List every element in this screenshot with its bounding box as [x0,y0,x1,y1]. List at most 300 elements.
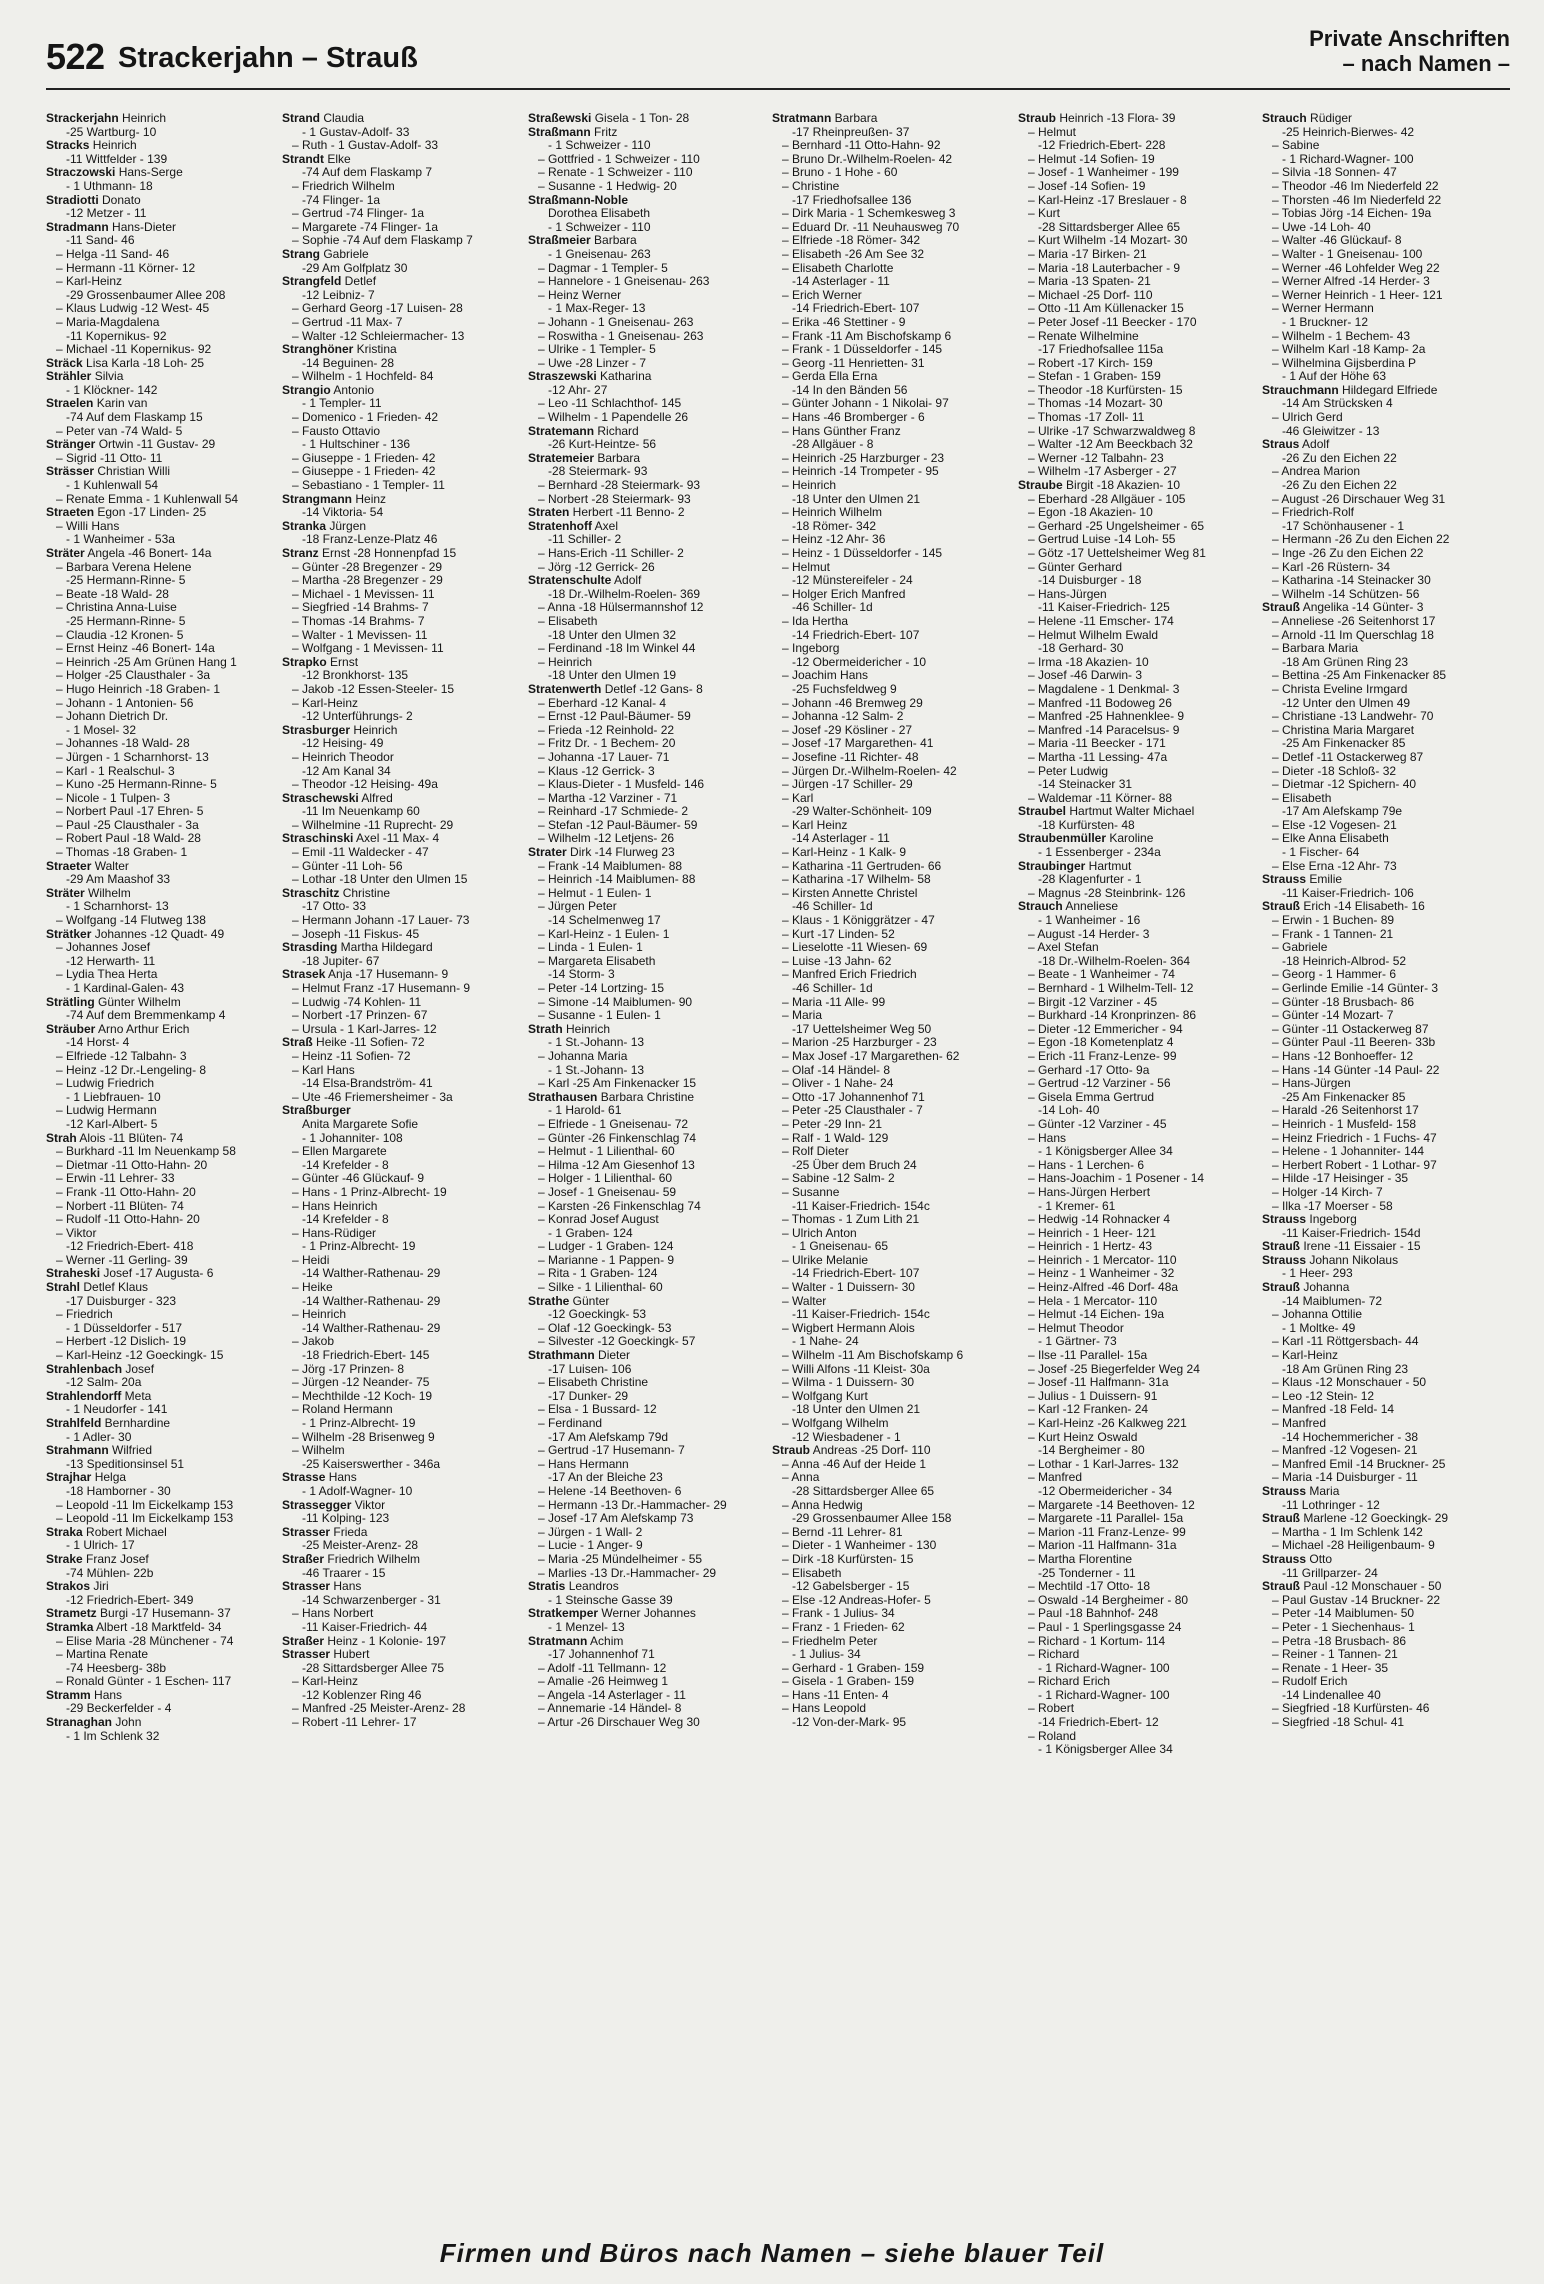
person-entry: – Walter -12 Am Beeckbach 32 [1028,437,1193,452]
person-entry: – Anna -46 Auf der Heide 1 [782,1456,927,1471]
person-entry: – Karl-Heinz -17 Breslauer - 8 [1028,192,1187,207]
surname: Strand [282,112,321,125]
surname: Stranaghan [46,1715,113,1730]
person-entry: – Roswitha - 1 Gneisenau- 263 [538,328,704,343]
person-entry: – Julius - 1 Duissern- 91 [1028,1388,1158,1403]
surname-entry [282,832,514,846]
person-entry: – Ulrike - 1 Templer- 5 [538,342,656,357]
address-line: -14 Asterlager - 11 [792,274,890,289]
person-entry: – Gerda Ella Erna [782,369,878,384]
address-line: -18 Unter den Ulmen 21 [792,491,921,506]
person-entry: – Leopold -11 Im Eickelkamp 153 [56,1511,234,1526]
entry-details: Herbert -11 Benno- 2 [569,505,685,520]
person-entry: – Holger -14 Kirch- 7 [1272,1184,1383,1199]
surname-entry [46,1716,278,1730]
person-entry: – Hans Norbert [292,1606,374,1621]
person-entry: – Wilhelm Karl -18 Kamp- 2a [1272,342,1426,357]
entry-details: Jiri [90,1579,109,1594]
person-entry: – Walter - 1 Gneisenau- 100 [1272,246,1423,261]
surname: Strajhar [46,1470,92,1485]
person-entry: – Jürgen Peter [538,899,617,914]
surname-entry [528,126,760,140]
surname-entry [46,166,278,180]
entry-details: Meta [121,1388,152,1403]
person-entry: – Hans - 1 Prinz-Albrecht- 19 [292,1184,447,1199]
header-range: Strackerjahn – Strauß [118,42,418,74]
surname: Strang [282,246,321,261]
person-entry: – Konrad Josef August [538,1212,659,1227]
surname: Strangio [282,382,331,397]
entry-details: Egon -17 Linden- 25 [94,505,207,520]
entry-details: Emilie [1306,872,1343,887]
person-entry: – Thomas -17 Zoll- 11 [1028,410,1145,425]
surname: Strahlfeld [46,1416,102,1430]
person-entry: – Josef -17 Am Alefskamp 73 [538,1511,694,1526]
entry-details: Helga [91,1470,127,1485]
person-entry: – Johanna -12 Salm- 2 [782,709,904,724]
address-line: -14 Bergheimer - 80 [1038,1443,1145,1458]
person-entry: – Frieda -12 Reinhold- 22 [538,722,675,737]
person-entry: – Günter -46 Glückauf- 9 [292,1171,425,1186]
address-line: - 1 St.-Johann- 13 [548,1035,645,1050]
address-line: -28 Sittardsberger Allee 75 [302,1660,445,1675]
surname: Sträter [46,546,85,560]
person-entry: – Maria -11 Beecker - 171 [1028,736,1166,751]
person-entry: – Renate Wilhelmine [1028,328,1139,343]
entry-details: Heinz [352,491,387,506]
person-entry: – Uwe -28 Linzer - 7 [538,355,647,370]
address-line: - 1 Ulrich- 17 [66,1538,135,1553]
directory-column [1262,112,1494,2222]
person-entry: – Ferdinand -18 Im Winkel 44 [538,641,696,656]
surname-entry [528,452,760,466]
person-entry: – Artur -26 Dirschauer Weg 30 [538,1715,700,1730]
surname-entry [1018,900,1250,914]
address-line: -11 Kaiser-Friedrich- 154d [1282,1225,1421,1240]
surname-entry [282,520,514,534]
person-entry: – Wilhelm - 1 Hochfeld- 84 [292,369,434,384]
surname-entry [282,1526,514,1540]
entry-details: Albert -18 Marktfeld- 34 [93,1619,222,1634]
address-line: -11 Kopernikus- 92 [66,328,167,343]
person-entry: – Karl -25 Am Finkenacker 15 [538,1076,697,1091]
surname: Straßmann-Noble [528,192,629,207]
address-line: - 1 Im Schlenk 32 [66,1728,160,1743]
address-line: -29 Walter-Schönheit- 109 [792,804,932,819]
surname-entry [282,275,514,289]
person-entry: – Heinrich [292,1307,347,1322]
entry-details: Gabriele [320,246,369,261]
entry-details: Axel -11 Max- 4 [353,831,440,846]
surname-entry [282,248,514,262]
surname: Strah [46,1130,77,1145]
person-entry: – Dietmar -11 Otto-Hahn- 20 [56,1157,208,1172]
person-entry: – Ralf - 1 Wald- 129 [782,1130,889,1145]
person-entry: – Wilhelm - 1 Bechem- 43 [1272,328,1411,343]
address-line: -18 Unter den Ulmen 32 [548,627,677,642]
directory-column [1018,112,1250,2222]
person-entry: – Maria -11 Alle- 99 [782,994,886,1009]
address-line: -11 Kaiser-Friedrich- 44 [302,1619,428,1634]
entry-details: Angelika -14 Günter- 3 [1300,600,1424,615]
address-line: -17 Johannenhof 71 [548,1647,655,1662]
person-entry: – Norbert Paul -17 Ehren- 5 [56,804,204,819]
address-line: -12 Herwarth- 11 [66,953,156,968]
surname-entry [282,968,514,982]
address-line: - 1 Neudorfer - 141 [66,1402,168,1417]
person-entry: – Renate - 1 Schweizer - 110 [538,165,693,180]
entry-details: Marlene -12 Goeckingk- 29 [1300,1511,1449,1526]
person-entry: – Wilhelm -14 Schützen- 56 [1272,586,1420,601]
surname: Straus [1262,437,1300,452]
person-entry: – Herbert Robert - 1 Lothar- 97 [1272,1157,1437,1172]
address-line: -25 Wartburg- 10 [66,124,157,139]
person-entry: – Erich -11 Franz-Lenze- 99 [1028,1048,1177,1063]
person-entry: – Erich Werner [782,287,862,302]
address-line: - 1 Gärtner- 73 [1038,1334,1117,1349]
person-entry: – Bruno Dr.-Wilhelm-Roelen- 42 [782,151,953,166]
address-line: -25 Hermann-Rinne- 5 [66,613,186,628]
person-entry: – Georg - 1 Hammer- 6 [1272,967,1397,982]
address-line: - 1 Prinz-Albrecht- 19 [302,1239,416,1254]
person-entry: – Ilse -11 Parallel- 15a [1028,1348,1148,1363]
address-line: -14 Walther-Rathenau- 29 [302,1320,441,1335]
person-entry: – Walter -12 Schleiermacher- 13 [292,328,465,343]
entry-details: Birgit -18 Akazien- 10 [1062,478,1181,493]
surname: Stratmann [528,1633,588,1648]
person-entry: – Jürgen - 1 Scharnhorst- 13 [56,749,209,764]
person-entry: – Josef -46 Darwin- 3 [1028,668,1143,683]
surname: Straubenmüller [1018,831,1107,846]
person-entry: – Elisabeth Charlotte [782,260,894,275]
entry-details: Ingeborg [1306,1212,1357,1227]
person-entry: – Olaf -14 Händel- 8 [782,1062,891,1077]
entry-details: Leandros [565,1579,619,1594]
surname-entry [46,1526,278,1540]
address-line: - 1 Gustav-Adolf- 33 [302,124,410,139]
person-entry: – Dieter - 1 Wanheimer - 130 [782,1538,937,1553]
directory-column [528,112,760,2222]
person-entry: – Manfred [1028,1470,1083,1485]
person-entry: – Waldemar -11 Körner- 88 [1028,790,1173,805]
person-entry: – Elisabeth [538,613,598,628]
person-entry: – Richard - 1 Kortum- 114 [1028,1633,1166,1648]
person-entry: – Leo -12 Stein- 12 [1272,1388,1375,1403]
address-line: -12 Ahr- 27 [548,382,608,397]
person-entry: – Werner Alfred -14 Herder- 3 [1272,274,1430,289]
entry-details: Irene -11 Eissaier - 15 [1300,1239,1421,1254]
surname-entry [282,547,514,561]
address-line: - 1 Kuhlenwall 54 [66,478,159,493]
person-entry: – Werner -12 Talbahn- 23 [1028,450,1164,465]
person-entry: – Elsa - 1 Bussard- 12 [538,1402,657,1417]
person-entry: – Johann Dietrich Dr. [56,709,169,724]
person-entry: – Christina Maria Margaret [1272,722,1415,737]
surname-entry [1018,860,1250,874]
person-entry: – Karl-Heinz -26 Kalkweg 221 [1028,1416,1187,1430]
address-line: - 1 Schweizer - 110 [548,219,651,234]
surname-entry [46,506,278,520]
person-entry: – Elisabeth [782,1565,842,1580]
address-line: - 1 Richard-Wagner- 100 [1282,151,1414,166]
entry-details: Johannes -12 Quadt- 49 [91,926,225,941]
surname-entry [46,1607,278,1621]
person-entry: – Marlies -13 Dr.-Hammacher- 29 [538,1565,717,1580]
address-line: - 1 Auf der Höhe 63 [1282,369,1387,384]
surname: Strauss [1262,1551,1307,1566]
person-entry: – Ludwig Hermann [56,1103,157,1118]
person-entry: – Klaus -12 Gerrick- 3 [538,763,655,778]
person-entry: – Klaus -12 Monschauer - 50 [1272,1375,1427,1390]
surname-entry [282,112,514,126]
person-entry: – Hans Hermann [538,1456,629,1471]
person-entry: – Inge -26 Zu den Eichen 22 [1272,546,1424,560]
entry-details: Detlef Klaus [80,1280,149,1295]
surname: Strassegger [282,1497,352,1512]
person-entry: – Jakob -12 Essen-Steeler- 15 [292,681,455,696]
entry-details: Viktor [351,1497,386,1512]
entry-details: Frieda [330,1524,368,1539]
address-line: -12 Bronkhorst- 135 [302,668,409,683]
directory-columns [0,112,1544,2232]
person-entry: – Sophie -74 Auf dem Flaskamp 7 [292,233,473,248]
person-entry: – Norbert -28 Steiermark- 93 [538,491,691,506]
person-entry: – Beate -18 Wald- 28 [56,586,169,601]
surname: Strasser [282,1524,331,1539]
person-entry: – Theodor -18 Kurfürsten- 15 [1028,382,1183,397]
person-entry: – Stefan - 1 Graben- 159 [1028,369,1161,384]
surname-entry [46,1444,278,1458]
entry-details: Heinrich [89,138,137,153]
address-line: -29 Grossenbaumer Allee 208 [66,287,226,302]
entry-details: Walter [91,858,129,873]
person-entry: – Günter -18 Brusbach- 86 [1272,994,1415,1009]
surname: Stratenhoff [528,518,592,533]
person-entry: – Marion -11 Franz-Lenze- 99 [1028,1524,1186,1539]
person-entry: – Frank - 1 Julius- 34 [782,1606,895,1621]
entry-details: Hildegard Elfriede [1338,382,1438,397]
entry-details: Barbara [590,233,637,248]
address-line: - 1 Düsseldorfer - 517 [66,1320,183,1335]
surname: Strauß [1262,1511,1301,1526]
address-line: - 1 Nahe- 24 [792,1334,859,1349]
address-line: -18 Franz-Lenze-Platz 46 [302,532,438,547]
surname: Strackerjahn [46,112,119,125]
person-entry: – Hans-Jürgen [1028,586,1107,601]
entry-details: Anneliese [1062,899,1119,914]
person-entry: – Gerhard Georg -17 Luisen- 28 [292,301,463,316]
entry-details: Josef -17 Augusta- 6 [100,1266,214,1281]
address-line: - 1 Templer- 11 [302,396,382,411]
surname: Stranka [282,518,327,533]
person-entry: – Beate - 1 Wanheimer - 74 [1028,967,1175,982]
person-entry: – Ellen Margarete [292,1144,387,1159]
address-line: - 1 Scharnhorst- 13 [66,899,169,914]
address-line: -29 Beckerfelder - 4 [66,1701,172,1716]
person-entry: – Maria -18 Lauterbacher - 9 [1028,260,1181,275]
person-entry: – Elfriede -18 Römer- 342 [782,233,921,248]
address-line: - 1 Harold- 61 [548,1103,622,1118]
person-entry: – Lucie - 1 Anger- 9 [538,1538,643,1553]
person-entry: – Karl -11 Röttgersbach- 44 [1272,1334,1419,1349]
person-entry: – Bernd -11 Lehrer- 81 [782,1524,903,1539]
address-line: -12 Unterführungs- 2 [302,709,413,724]
person-entry: – Maria-Magdalena [56,314,160,329]
person-entry: – Egon -18 Kometenplatz 4 [1028,1035,1174,1050]
address-line: -14 Maiblumen- 72 [1282,1293,1383,1308]
person-entry: – Erwin - 1 Buchen- 89 [1272,913,1395,928]
address-line: -12 Gabelsberger - 15 [792,1579,910,1594]
surname: Straczowski [46,165,116,180]
person-entry: – Olaf -12 Goeckingk- 53 [538,1320,672,1335]
person-entry: – Jürgen - 1 Wall- 2 [538,1524,643,1539]
address-line: -18 Friedrich-Ebert- 145 [302,1348,430,1363]
entry-details: Adolf [1299,437,1330,452]
address-line: -28 Sittardsberger Allee 65 [792,1483,935,1498]
person-entry: – Wolfgang Kurt [782,1388,868,1403]
surname: Strauß [1262,1579,1301,1594]
person-entry: – Ingeborg [782,641,840,656]
person-entry: – Heinrich -14 Maiblumen- 88 [538,872,696,887]
surname: Strauss [1262,1252,1307,1267]
surname-entry [1018,479,1250,493]
address-line: -25 Am Finkenacker 85 [1282,1089,1406,1104]
surname: Stränger [46,437,96,452]
surname: Stranz [282,546,319,560]
surname-entry [528,683,760,697]
person-entry: – Hans-Erich -11 Schiller- 2 [538,546,684,560]
person-entry: – Paul -25 Clausthaler - 3a [56,817,199,832]
address-line: -28 Steiermark- 93 [548,464,648,479]
address-line: -74 Auf dem Flaskamp 7 [302,165,433,180]
person-entry: – Heinrich -25 Am Grünen Hang 1 [56,654,237,669]
person-entry: – Dieter -18 Schloß- 32 [1272,763,1397,778]
entry-details: Richard [594,423,639,438]
address-line: -14 Elsa-Brandström- 41 [302,1076,433,1091]
address-line: -26 Kurt-Heintze- 56 [548,437,657,452]
person-entry: – Lydia Thea Herta [56,967,158,982]
address-line: - 1 Johanniter- 108 [302,1130,403,1145]
address-line: -12 Am Kanal 34 [302,763,391,778]
person-entry: – Michael -28 Heiligenbaum- 9 [1272,1538,1435,1553]
person-entry: – Silvester -12 Goeckingk- 57 [538,1334,696,1349]
person-entry: – Elfriede -12 Talbahn- 3 [56,1048,187,1063]
person-entry: – Domenico - 1 Frieden- 42 [292,410,439,425]
address-line: - 1 Gneisenau- 65 [792,1239,889,1254]
person-entry: – Ulrich Gerd [1272,410,1343,425]
surname: Stramm [46,1687,91,1702]
address-line: -18 Am Grünen Ring 23 [1282,654,1409,669]
person-entry: – Helmut Wilhelm Ewald [1028,627,1159,642]
person-entry: – Robert [1028,1701,1075,1716]
person-entry: – Hans-Rüdiger [292,1225,377,1240]
surname: Sträck [46,355,83,370]
surname-entry [1018,112,1250,126]
address-line: - 1 Kardinal-Galen- 43 [66,981,185,995]
address-line: - 1 Julius- 34 [792,1647,861,1662]
person-entry: – Klaus-Dieter - 1 Musfeld- 146 [538,777,705,792]
surname: Strätling [46,994,95,1009]
person-entry: – Werner Hermann [1272,301,1374,316]
person-entry: – Karsten -26 Finkenschlag 74 [538,1198,701,1213]
surname-entry [528,846,760,860]
person-entry: – Peter - 1 Siechenhaus- 1 [1272,1619,1415,1634]
entry-details: Alois -11 Blüten- 74 [76,1130,184,1145]
person-entry: – Werner Heinrich - 1 Heer- 121 [1272,287,1443,302]
address-line: -12 Karl-Albert- 5 [66,1116,158,1131]
person-entry: – Johannes -18 Wald- 28 [56,736,190,751]
person-entry: – Walter [782,1293,827,1308]
person-entry: – Günter -11 Ostackerweg 87 [1272,1021,1429,1036]
page-header [46,26,1510,90]
person-entry: – Margarete -74 Flinger- 1a [292,219,439,234]
person-entry: – Frank -11 Am Bischofskamp 6 [782,328,952,343]
person-entry: – Paul -18 Bahnhof- 248 [1028,1606,1159,1621]
address-line: -18 Römer- 342 [792,518,877,533]
person-entry: – Heinz-Alfred -46 Dorf- 48a [1028,1280,1179,1295]
entry-details: Dieter [594,1348,631,1363]
person-entry: – Peter van -74 Wald- 5 [56,423,183,438]
surname: Straub [772,1443,811,1458]
surname-entry [46,1417,278,1431]
entry-details: Dirk -14 Flurweg 23 [566,845,675,860]
person-entry: – Herbert -12 Dislich- 19 [56,1334,187,1349]
entry-details: Arno Arthur Erich [95,1021,190,1036]
surname: Strasek [282,967,326,982]
surname: Strauss [1262,872,1307,887]
surname-entry [46,357,278,371]
surname-entry [282,1553,514,1567]
person-entry: – Holger -25 Clausthaler - 3a [56,668,211,683]
person-entry: – Wolfgang - 1 Mevissen- 11 [292,641,444,656]
address-line: -29 Grossenbaumer Allee 158 [792,1511,952,1526]
person-entry: – August -14 Herder- 3 [1028,926,1150,941]
surname-entry [282,724,514,738]
person-entry: – Hans Günther Franz [782,423,901,438]
address-line: -17 Duisburger - 323 [66,1293,177,1308]
person-entry: – Annemarie -14 Händel- 8 [538,1701,682,1716]
entry-details: Hans [330,1579,362,1594]
surname-entry [46,397,278,411]
entry-details: Heinrich [562,1021,611,1036]
entry-details: Ernst -28 Honnenpfad 15 [318,546,457,560]
surname: Strauss [1262,1483,1307,1498]
address-line: -14 Steinacker 31 [1038,777,1133,792]
surname: Strauß [1262,1280,1301,1295]
person-entry: – Ferdinand [538,1416,603,1430]
person-entry: – Hilma -12 Am Giesenhof 13 [538,1157,695,1172]
surname-entry [1018,832,1250,846]
surname-entry [46,1363,278,1377]
entry-details: Wilfried [108,1443,153,1458]
person-entry: – Silke - 1 Lilienthal- 60 [538,1280,663,1295]
person-entry: – Ulrike Melanie [782,1252,869,1267]
address-line: -29 Am Golfplatz 30 [302,260,408,275]
surname-entry [1262,1580,1494,1594]
person-entry: – Heinrich - 1 Mercator- 110 [1028,1252,1177,1267]
surname: Sträuber [46,1021,96,1036]
address-line: -14 Schelmenweg 17 [548,913,661,928]
person-entry: – Tobias Jörg -14 Eichen- 19a [1272,206,1432,221]
person-entry: – Heike [292,1280,333,1295]
person-entry: – Kurt Heinz Oswald [1028,1429,1138,1444]
surname-entry [46,112,278,126]
person-entry: – Manfred Erich Friedrich [782,967,917,982]
address-line: -17 Otto- 33 [302,899,367,914]
surname: Strapko [282,654,327,669]
surname: Stratenwerth [528,681,602,696]
person-entry: – Karl -12 Franken- 24 [1028,1402,1149,1417]
